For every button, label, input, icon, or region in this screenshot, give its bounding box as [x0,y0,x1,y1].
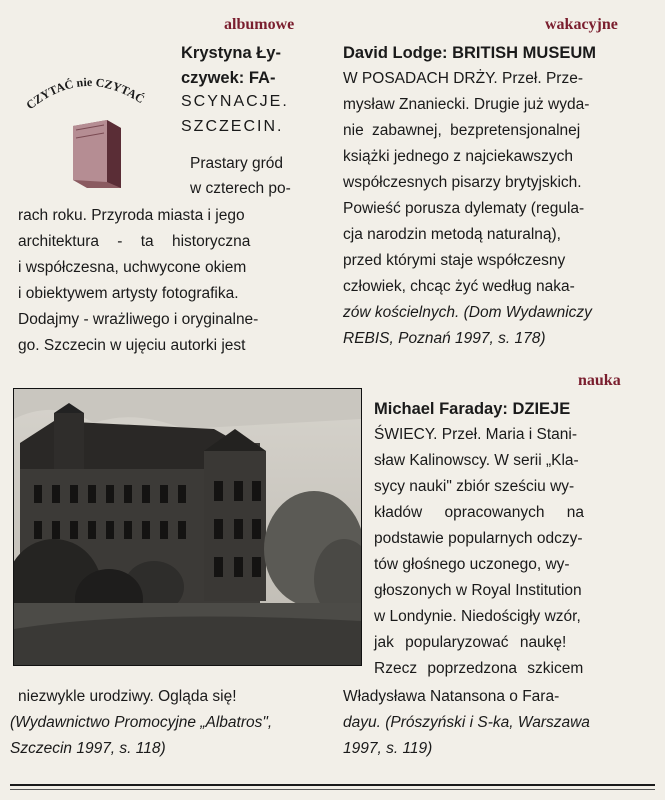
right-line-11: zów kościelnych. (Dom Wydawniczy [343,304,592,321]
right-line-12: REBIS, Poznań 1997, s. 178) [343,330,546,347]
nauka-line-14: 1997, s. 119) [343,740,433,757]
svg-text:CZYTAĆ nie CZYTAĆ [23,75,147,112]
left-line-12: go. Szczecin w ujęciu autorki jest [18,337,246,354]
nauka-line-9: w Londynie. Niedościgły wzór, [374,608,581,625]
left-line-11: Dodajmy - wrażliwego i oryginalne- [18,311,259,328]
left-line-2 [181,67,309,90]
right-line-7: Powieść porusza dylematy (regula- [343,200,585,217]
nauka-line-6: podstawie popularnych odczy- [374,530,583,547]
left-line-10: i obiektywem artysty fotografika. [18,285,239,302]
nauka-line-3: sław Kalinowscy. W serii „Kla- [374,452,579,469]
nauka-line-11: Rzecz poprzedzona szkicem [374,660,584,677]
right-line-5: książki jednego z najciekawszych [343,148,574,165]
right-line-9: przed którymi staje współczesny [343,252,566,269]
left-line-4: SZCZECIN. [181,118,284,135]
nauka-line-4: sycy nauki" zbiór sześciu wy- [374,478,575,495]
nauka-line-1 [374,398,570,421]
category-nauka: nauka [578,372,621,389]
left-line-8: architektura - ta historyczna [18,233,251,250]
left-line-5: Prastary gród [190,155,284,172]
category-albumowe: albumowe [224,16,295,33]
left-line-3: SCYNACJE. [181,93,289,110]
nauka-line-5: kładów opracowanych na [374,504,585,521]
left-line-2-text: czywek: FA- [181,69,276,87]
right-line-6: współczesnych pisarzy brytyjskich. [343,174,582,191]
book-icon [67,118,127,190]
category-wakacyjne: wakacyjne [545,16,618,33]
right-line-4: nie zabawnej, bezpretensjonalnej [343,122,581,139]
nauka-line-12: Władysława Natansona o Fara- [343,688,560,705]
nauka-line-10: jak popularyzować naukę! [374,634,567,651]
right-line-10: człowiek, chcąc żyć według naka- [343,278,575,295]
nauka-line-7: tów głośnego uczonego, wy- [374,556,570,573]
left-line-9: i współczesna, uchwycone okiem [18,259,247,276]
right-line-3: mysław Znaniecki. Drugie już wyda- [343,96,590,113]
left-cont-line-3: Szczecin 1997, s. 118) [10,740,166,757]
szczecin-building-photo [13,388,362,666]
bottom-rule-thin [10,789,655,790]
right-line-1-text: David Lodge: BRITISH MUSEUM [343,44,597,62]
left-line-6: w czterech po- [190,180,291,197]
bottom-rule [10,784,655,786]
left-cont-line-2: (Wydawnictwo Promocyjne „Albatros", [10,714,273,731]
left-line-7: rach roku. Przyroda miasta i jego [18,207,245,224]
nauka-line-8: głoszonych w Royal Institution [374,582,582,599]
nauka-line-2: ŚWIECY. Przeł. Maria i Stani- [374,426,577,443]
right-line-1 [343,42,596,65]
right-line-2: W POSADACH DRŻY. Przeł. Prze- [343,70,584,87]
left-cont-line-1: niezwykle urodziwy. Ogląda się! [18,688,237,705]
left-line-1: Krystyna Ły- [181,44,281,62]
logo-text: CZYTAĆ nie CZYTAĆ [23,74,148,113]
nauka-line-13: dayu. (Prószyński i S-ka, Warszawa [343,714,590,731]
right-line-8: cja narodzin metodą naturalną), [343,226,561,243]
nauka-line-1-text: Michael Faraday: DZIEJE [374,400,571,418]
